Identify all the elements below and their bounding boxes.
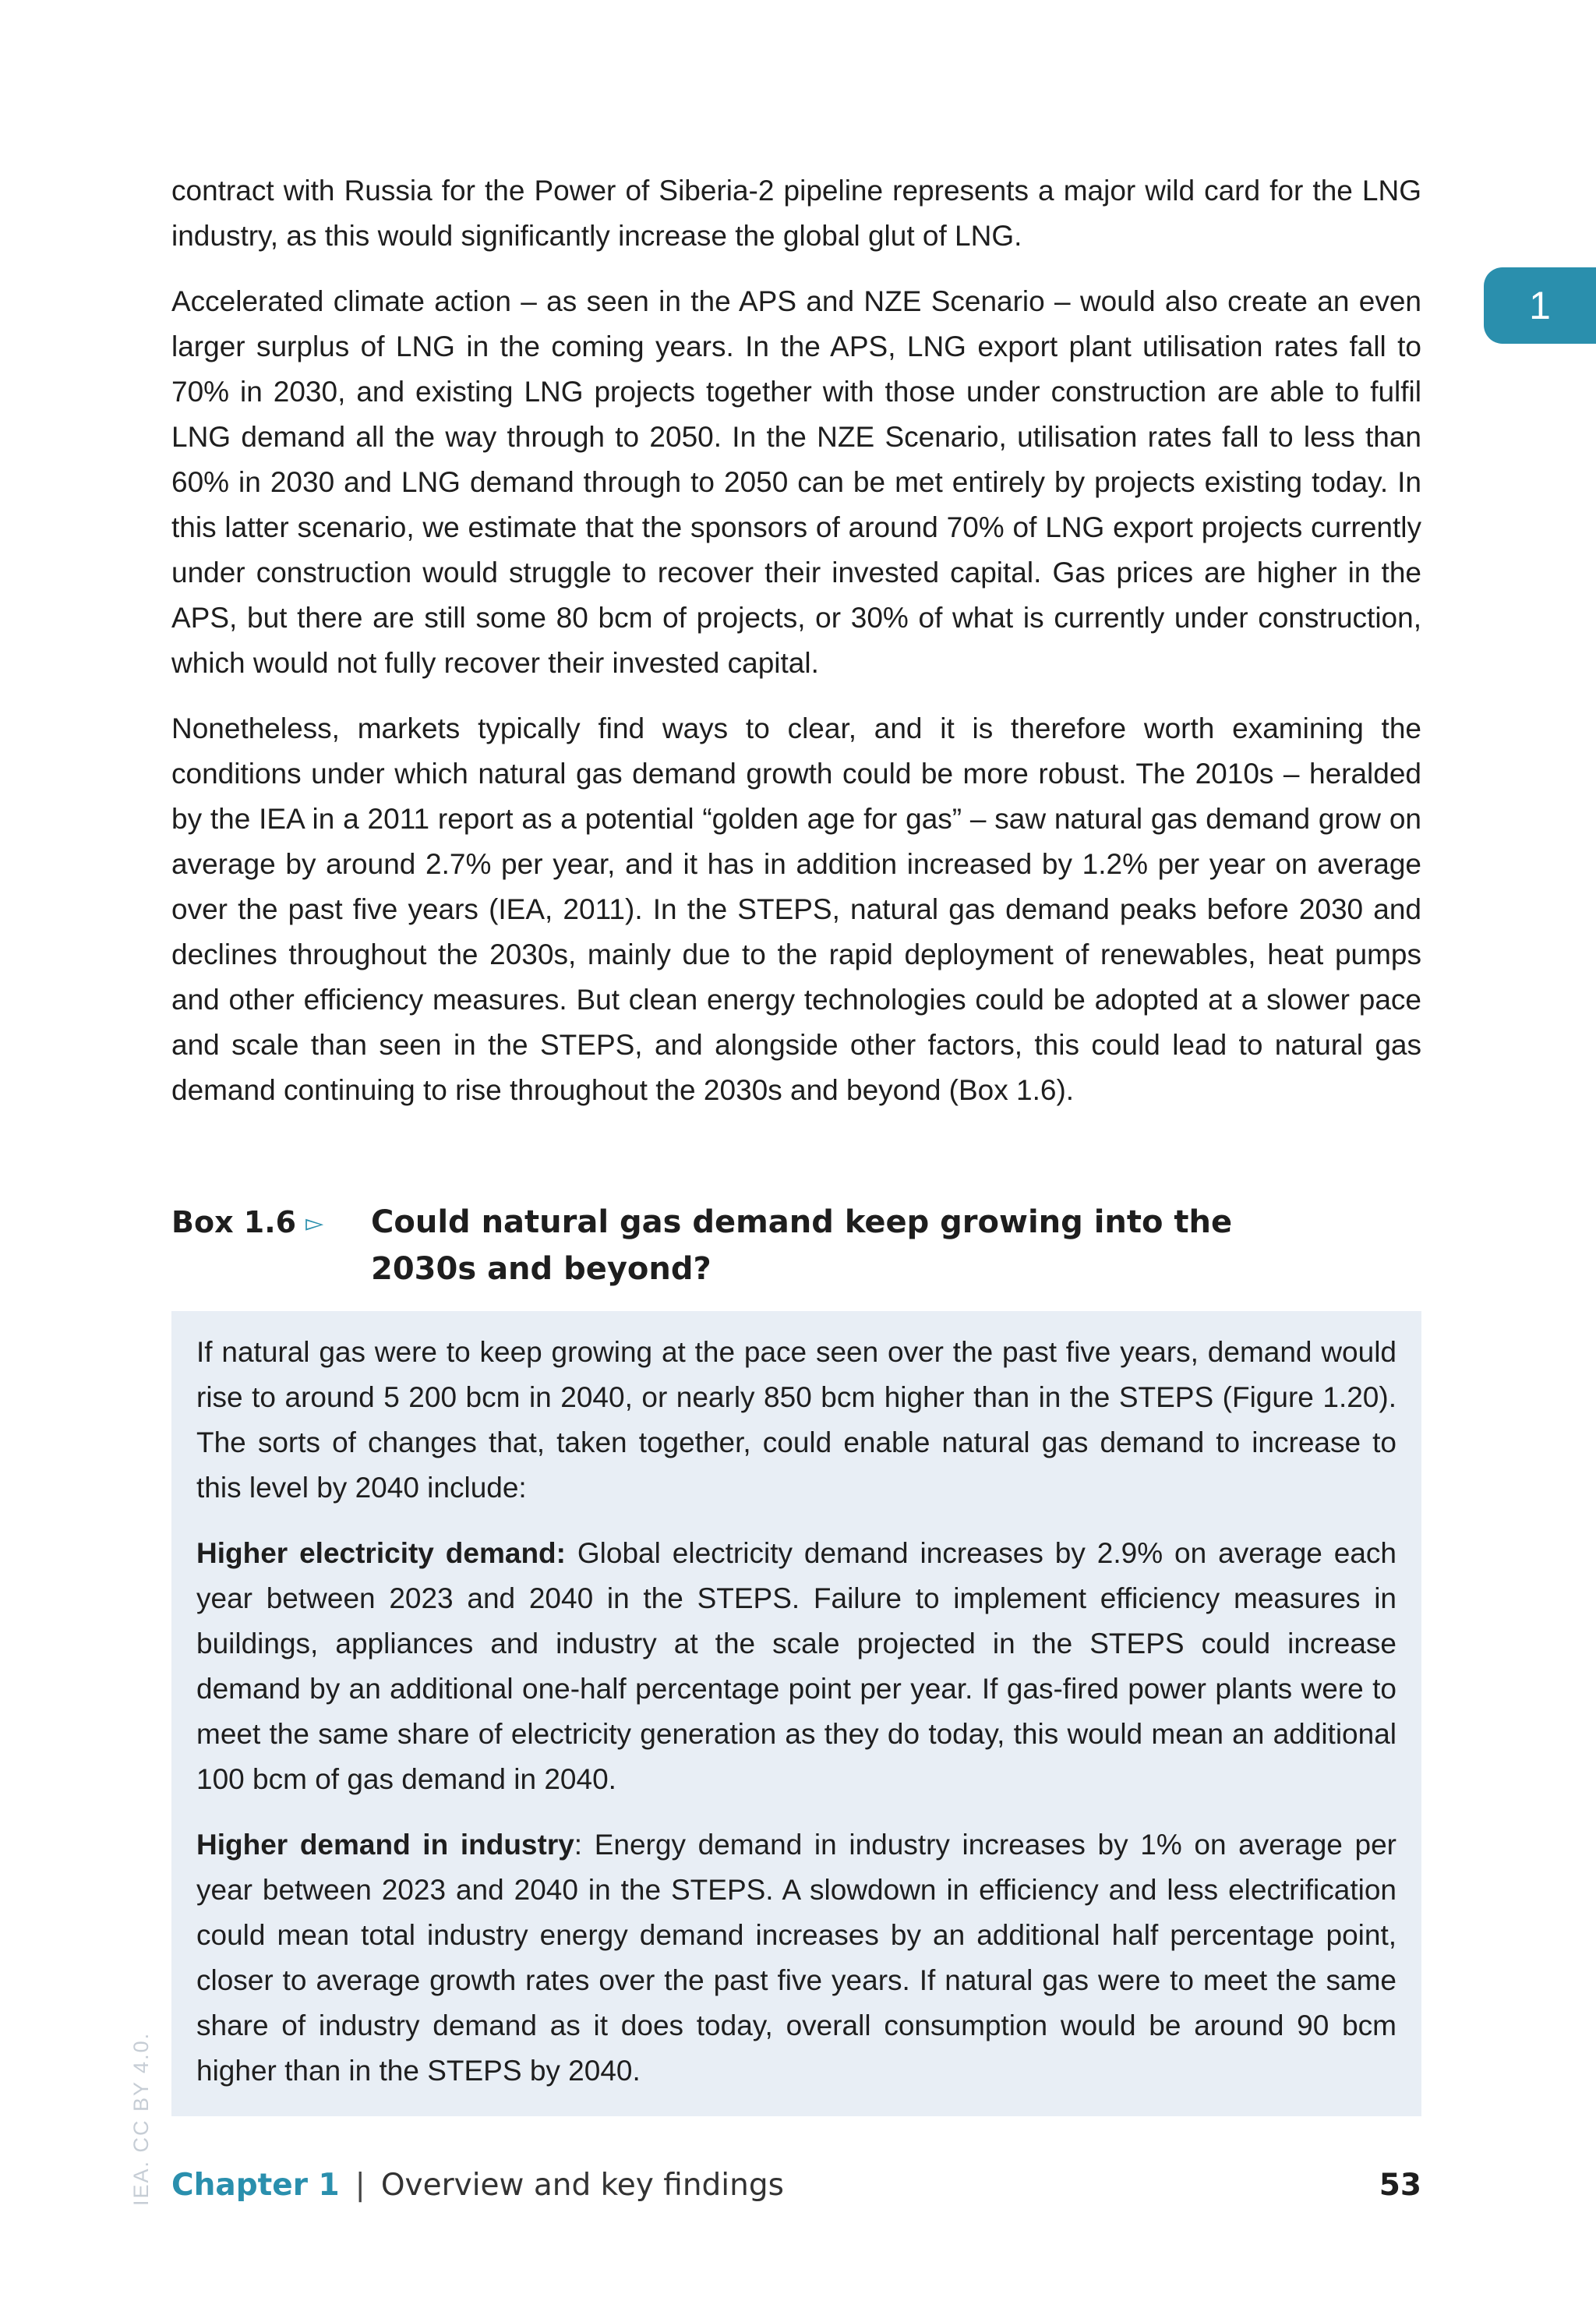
triangle-right-icon: ▻: [305, 1210, 324, 1237]
box-item-text: : Energy demand in industry increases by 1% on average per year between 2023 and 2040 in the STEPS. A slowdown in efficiency and less electrification could mean total industry energy demand increases by an additional half percentage point, closer to average growth rates over the past five years. If natural gas were to meet the same share of industry demand as it does today, overall consumption would be around 90 bcm higher than in the STEPS by 2040.: [196, 1829, 1396, 2087]
box-item: [196, 1531, 1396, 1802]
page-number: 53: [1379, 2168, 1421, 2203]
box-item-heading: Higher demand in industry: [196, 1829, 574, 1861]
box-item: [196, 1822, 1396, 2094]
footer-title: Overview and key findings: [380, 2168, 784, 2203]
body-paragraph: Nonetheless, markets typically find ways to clear, and it is therefore worth examining the conditions under which natural gas demand growth could be more robust. The 2010s – heralded by the IEA in a 2011 report as a potential “golden age for gas” – saw natural gas demand grow on average by around 2.7% per year, and it has in addition increased by 1.2% per year on average over the past five years (IEA, 2011). In the STEPS, natural gas demand peaks before 2030 and declines throughout the 2030s, mainly due to the rapid deployment of renewables, heat pumps and other efficiency measures. But clean energy technologies could be adopted at a slower pace and scale than seen in the STEPS, and alongside other factors, this could lead to natural gas demand continuing to rise throughout the 2030s and beyond (Box 1.6).: [171, 712, 1421, 1106]
box-text: [196, 1330, 1396, 2094]
box-title: Could natural gas demand keep growing into the 2030s and beyond?: [371, 1204, 1233, 1287]
chapter-tab-number: 1: [1529, 284, 1551, 327]
box-intro: If natural gas were to keep growing at the pace seen over the past five years, demand would rise to around 5 200 bcm in 2040, or nearly 850 bcm higher than in the STEPS (Figure 1.20). The sorts of changes that, taken together, could enable natural gas demand to increase to this level by 2040 include:: [196, 1336, 1396, 1504]
license-text: IEA. CC BY 4.0.: [129, 2031, 153, 2206]
box-panel: [171, 1311, 1421, 2116]
box-number: Box 1.6: [171, 1205, 297, 1239]
body-text: [171, 168, 1421, 1113]
box-item-heading: Higher electricity demand:: [196, 1537, 566, 1569]
footer-separator: |: [355, 2168, 365, 2203]
box-item-text: Global electricity demand increases by 2.9% on average each year between 2023 and 2040 in the STEPS. Failure to implement efficiency measures in buildings, appliances and industry at the scale projected in the STEPS could increase demand by an additional one-half percentage point per year. If gas-fired power plants were to meet the same share of electricity generation as they do today, this would mean an additional 100 bcm of gas demand in 2040.: [196, 1537, 1397, 1795]
box-label: [171, 1199, 323, 1247]
footer-chapter: Chapter 1: [171, 2168, 340, 2203]
body-paragraph: Accelerated climate action – as seen in the APS and NZE Scenario – would also create an even larger surplus of LNG in the coming years. In the APS, LNG export plant utilisation rates fall to 70% in 2030, and existing LNG projects together with those under construction are able to fulfil LNG demand all the way through to 2050. In the NZE Scenario, utilisation rates fall to less than 60% in 2030 and LNG demand through to 2050 can be met entirely by projects existing today. In this latter scenario, we estimate that the sponsors of around 70% of LNG export projects currently under construction would struggle to recover their invested capital. Gas prices are higher in the APS, but there are still some 80 bcm of projects, or 30% of what is currently under construction, which would not fully recover their invested capital.: [171, 285, 1421, 679]
chapter-tab: [1484, 267, 1596, 344]
page-footer: [171, 2162, 1421, 2209]
body-paragraph: contract with Russia for the Power of Siberia-2 pipeline represents a major wild card for the LNG industry, as this would significantly increase the global glut of LNG.: [171, 175, 1421, 252]
